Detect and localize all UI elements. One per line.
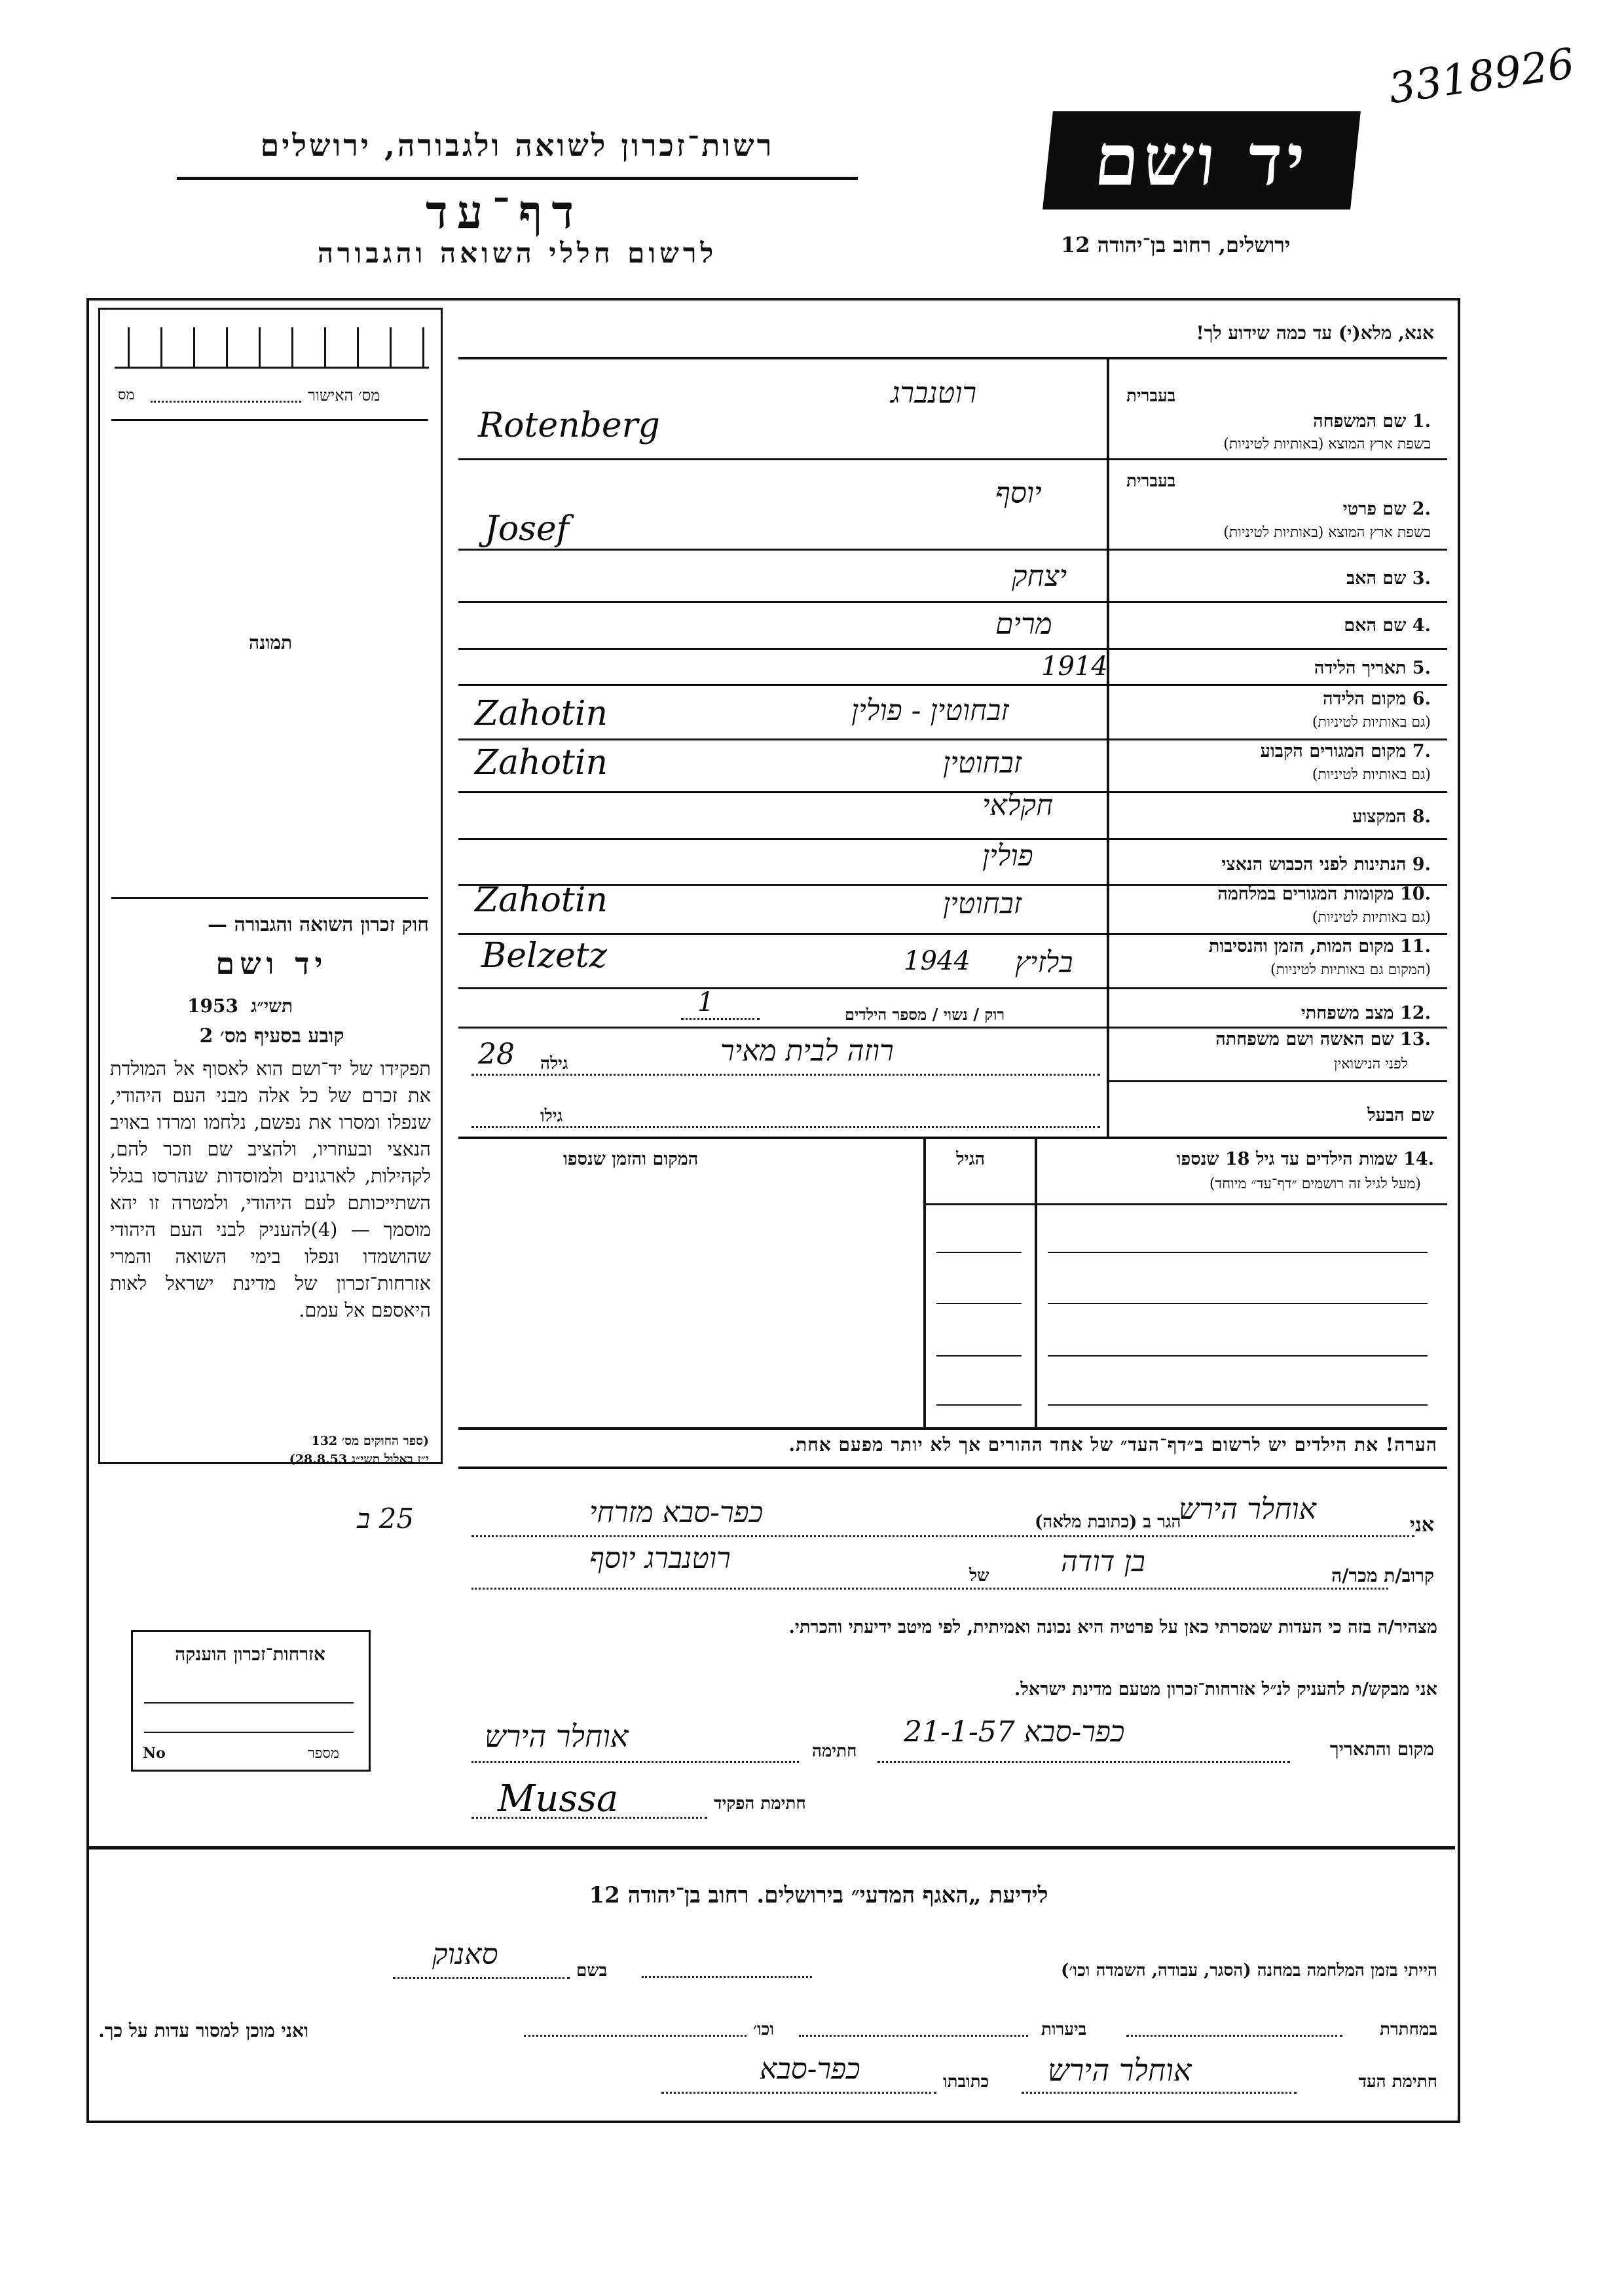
f11-label: .11 מקום המות, הזמן והנסיבות	[1208, 936, 1431, 957]
children-row2	[1048, 1303, 1428, 1304]
children-age-row4	[936, 1404, 1022, 1406]
declarant-address[interactable]: כפר-סבא מזרחי	[589, 1496, 764, 1529]
f1-sub: בשפת ארץ המוצא (באותיות לטיניות)	[1223, 436, 1431, 452]
relation-value[interactable]: בן דודה	[1061, 1545, 1145, 1578]
logo-text: יד ושם	[1090, 119, 1313, 202]
children-age-row2	[936, 1303, 1022, 1304]
law-text: תפקידו של יד־ושם הוא לאסוף אל המולדת את זכרם של כל אלה מבני העם היהודי, שנפלו ומסרו את נפשם, נלחמו ומרדו באויב הנאצי ובעוזריו, ולהציב שם וזכר להם, לקהילות, לארגונים ולמוסדות שנהרסו בגלל השתייכותם לעם היהודי, ולמטרה זו יהא מוסמך — (4)להעניק לבני העם היהודי שהושמדו ונפלו בימי השואה והמרי אזרחות־זכרון של מדינת ישראל לאות היאספם אל עמם.	[110, 1057, 431, 1321]
clerk-label: חתימת הפקיד	[714, 1794, 806, 1813]
of-name[interactable]: רוטנברג יוסף	[589, 1542, 731, 1575]
footer-rule	[89, 1846, 1455, 1850]
forests-label: ביערות	[1041, 2020, 1087, 2039]
certificate-no-suffix: No	[143, 1745, 166, 1762]
f1-label: .1 שם המשפחה	[1313, 411, 1431, 431]
logo	[1043, 111, 1361, 210]
f10-hebrew-value[interactable]: זבחוטין	[943, 887, 1022, 920]
f11-sub: (המקום גם באותיות לטיניות)	[1270, 962, 1431, 978]
footer-title: לידיעת „האגף המדעי״ בירושלים. רחוב בן־יהודה 12	[589, 1882, 1048, 1908]
clerk-signature: Mussa	[498, 1777, 619, 1820]
law-title: חוק זכרון השואה והגבורה —	[208, 913, 429, 936]
ready-text: ואני מוכן למסור עדות על כך.	[98, 2020, 309, 2041]
f13-age[interactable]: 28	[478, 1038, 515, 1071]
hiding-label: במחתרת	[1380, 2020, 1437, 2039]
label-column-divider	[1107, 359, 1109, 1137]
approval-no-field[interactable]	[151, 401, 301, 403]
request-text: אני מבקש/ת להעניק לנ״ל אזרחות־זכרון מטעם מדינת ישראל.	[1014, 1679, 1437, 1700]
stamp-number: 3318926	[1386, 39, 1578, 114]
f2-sub: בשפת ארץ המוצא (באותיות לטיניות)	[1223, 524, 1431, 541]
f5-label: .5 תאריך הלידה	[1314, 658, 1431, 678]
children-place-header: המקום והזמן שנספו	[563, 1149, 699, 1169]
photo-label: תמונה	[249, 632, 293, 653]
camp-name-value[interactable]: סאנוק	[432, 1938, 498, 1971]
f7-hebrew-value[interactable]: זבחוטין	[943, 746, 1022, 780]
law-ref2: י״ז באלול תשי״ג 28.8.53)	[289, 1452, 429, 1467]
f2-hebrew-value[interactable]: יוסף	[995, 477, 1042, 510]
f6-hebrew-value[interactable]: זבחוטין - פולין	[851, 694, 1009, 727]
f10-rule	[458, 933, 1447, 935]
f12-options: רוק / נשוי / מספר הילדים	[845, 1005, 1005, 1024]
witness-address-value[interactable]: כפר-סבא	[760, 2052, 860, 2086]
hiding-field[interactable]	[1126, 2035, 1342, 2037]
f2-rule	[458, 549, 1447, 551]
husband-age-label: גילו	[540, 1106, 563, 1126]
children-col2	[923, 1139, 926, 1427]
f7-sub: (גם באותיות לטיניות)	[1312, 767, 1431, 783]
f9-value[interactable]: פולין	[982, 839, 1033, 873]
declarant-ani: אני	[1410, 1514, 1434, 1537]
children-row4	[1048, 1404, 1428, 1406]
of-label: של	[969, 1566, 989, 1586]
f13-label: .13 שם האשה ושם משפחתה	[1215, 1029, 1431, 1049]
husband-rule	[458, 1137, 1447, 1139]
law-clause: קובע בסעיף מס׳ 2	[199, 1025, 344, 1048]
f3-value[interactable]: יצחק	[1012, 560, 1067, 593]
children-label: .14 שמות הילדים עד גיל 18 שנספו	[1176, 1149, 1434, 1169]
f11-latin-value[interactable]: Belzetz	[481, 936, 608, 975]
f11-year-value[interactable]: 1944	[904, 946, 970, 976]
f10-sub: (גם באותיות לטיניות)	[1312, 909, 1431, 926]
f10-latin-value[interactable]: Zahotin	[475, 881, 608, 920]
f1-latin-value[interactable]: Rotenberg	[478, 406, 660, 445]
signature-field	[471, 1761, 799, 1763]
f13-field	[471, 1074, 1100, 1076]
f5-rule	[458, 684, 1447, 686]
declare-text: מצהיר/ה בזה כי העדות שמסרתי כאן על פרטיה היא נכונה ואמיתית, לפי מיטב ידיעתי והכרתי.	[788, 1617, 1437, 1637]
header-title: דף־עד	[425, 185, 583, 239]
children-age-row3	[936, 1355, 1022, 1357]
f4-rule	[458, 648, 1447, 650]
f11-hebrew-value[interactable]: בלזיץ	[1015, 946, 1073, 979]
law-year-heb: תשי״ג	[250, 995, 293, 1017]
children-age-row1	[936, 1252, 1022, 1253]
place-date-field	[877, 1761, 1290, 1763]
f12-field	[681, 1018, 760, 1020]
f13-rule	[1107, 1080, 1447, 1082]
camp-field[interactable]	[642, 1976, 812, 1978]
header-subtitle: לרשום חללי השואה והגבורה	[317, 237, 718, 269]
certificate-rule1	[144, 1702, 354, 1704]
f8-rule	[458, 838, 1447, 840]
f8-value[interactable]: חקלאי	[982, 789, 1054, 822]
children-row1	[1048, 1252, 1428, 1253]
f1-rule	[458, 458, 1447, 460]
f12-value[interactable]: 1	[697, 987, 714, 1017]
f6-rule	[458, 738, 1447, 740]
f4-value[interactable]: מרים	[995, 608, 1052, 641]
law-year: 1953	[187, 995, 238, 1017]
etc-label: וכו׳	[753, 2020, 775, 2039]
f13-sub: לפני הנישואין	[1333, 1056, 1408, 1072]
relation-label: קרוב/ת מכר/ה	[1331, 1565, 1434, 1586]
f10-label: .10 מקומות המגורים במלחמה	[1217, 884, 1431, 904]
children-bottom-rule	[458, 1427, 1447, 1430]
instruction: אנא, מלא(י) עד כמה שידוע לך!	[1196, 322, 1434, 344]
header-rule	[177, 177, 858, 180]
camp-name-field	[393, 1977, 570, 1979]
etc-field[interactable]	[524, 2035, 747, 2037]
declarant-resides: הגר ב (כתובת מלאה)	[1035, 1512, 1181, 1532]
f4-label: .4 שם האם	[1344, 615, 1431, 636]
approval-no-label: מס׳ האישור	[308, 386, 380, 405]
declarant-house[interactable]: 25 ב	[357, 1503, 415, 1535]
declarant-line1	[471, 1535, 1414, 1537]
signature-label: חתימה	[812, 1741, 857, 1761]
was-in-camp: הייתי בזמן המלחמה במחנה (הסגר, עבודה, השמדה וכו׳)	[1061, 1961, 1437, 1980]
f11-rule	[458, 987, 1447, 989]
certificate-no-label: מספר	[308, 1745, 339, 1762]
f12-rule	[458, 1027, 1447, 1029]
f6-label: .6 מקום הלידה	[1323, 689, 1431, 709]
witness-sig-field	[1022, 2092, 1297, 2094]
children-col1	[1035, 1139, 1037, 1427]
law-ref1: (ספר החוקים מס׳ 132	[311, 1434, 429, 1448]
f1-in-hebrew: בעברית	[1126, 386, 1176, 406]
f1-hebrew-value[interactable]: רוטנברג	[891, 376, 977, 410]
header-org-line: רשות־זכרון לשואה ולגבורה, ירושלים	[260, 128, 775, 163]
f2-in-hebrew: בעברית	[1126, 471, 1176, 491]
note-rule	[458, 1467, 1447, 1469]
f6-sub: (גם באותיות לטיניות)	[1312, 714, 1431, 731]
f3-label: .3 שם האב	[1346, 568, 1431, 589]
f7-label: .7 מקום המגורים הקבוע	[1260, 741, 1431, 761]
forests-field[interactable]	[799, 2035, 1028, 2037]
children-row3	[1048, 1355, 1428, 1357]
instruction-rule	[458, 357, 1447, 359]
f7-rule	[458, 791, 1447, 793]
f2-latin-value[interactable]: Josef	[485, 509, 569, 549]
place-date-label: מקום והתאריך	[1329, 1738, 1434, 1760]
certificate-rule2	[144, 1732, 354, 1733]
children-age-header: הגיל	[956, 1149, 986, 1169]
f3-rule	[458, 601, 1447, 603]
camp-name-label: בשם	[576, 1961, 608, 1980]
f5-value[interactable]: 1914	[1041, 651, 1108, 682]
f9-label: .9 הנתינות לפני הכבוש הנאצי	[1221, 854, 1431, 875]
certificate-title: אזרחות־זכרון הוענקה	[175, 1643, 325, 1665]
clerk-field	[471, 1817, 707, 1819]
witness-address-label: כתובתו	[943, 2072, 989, 2092]
husband-label: שם הבעל	[1367, 1105, 1434, 1125]
f7-latin-value[interactable]: Zahotin	[475, 743, 608, 782]
f13-value[interactable]: רוזה לבית מאיר	[720, 1034, 894, 1068]
header-address: ירושלים, רחוב בן־יהודה 12	[1061, 232, 1291, 257]
law-org: יד ושם	[215, 946, 328, 981]
declarant-line2	[471, 1588, 1388, 1590]
approval-no-suffix: מס	[118, 387, 135, 403]
f8-label: .8 המקצוע	[1352, 807, 1431, 827]
place-date-value[interactable]: כפר-סבא 21-1-57	[904, 1715, 1125, 1749]
f2-label: .2 שם פרטי	[1342, 499, 1431, 519]
photo-top-rule	[111, 419, 428, 421]
f13-age-label: גילה	[540, 1054, 568, 1074]
signature-value[interactable]: אוחלר הירש	[485, 1719, 629, 1754]
husband-field[interactable]	[471, 1126, 1100, 1128]
photo-bottom-rule	[111, 897, 428, 899]
witness-sig-label: חתימת העד	[1358, 2072, 1437, 2092]
f6-latin-value[interactable]: Zahotin	[475, 694, 608, 733]
witness-sig-value[interactable]: אוחלר הירש	[1048, 2052, 1192, 2088]
children-sub: (מעל לגיל זה רושמים ״דף־עד״ מיוחד)	[1209, 1176, 1421, 1192]
witness-address-field	[661, 2092, 936, 2094]
f12-label: .12 מצב משפחתי	[1301, 1003, 1431, 1023]
children-header-rule	[923, 1203, 1447, 1205]
note: הערה! את הילדים יש לרשום ב״דף־העד״ של אחד ההורים אך לא יותר מפעם אחת.	[788, 1434, 1437, 1455]
declarant-name[interactable]: אוחלר הירש	[1179, 1493, 1316, 1526]
